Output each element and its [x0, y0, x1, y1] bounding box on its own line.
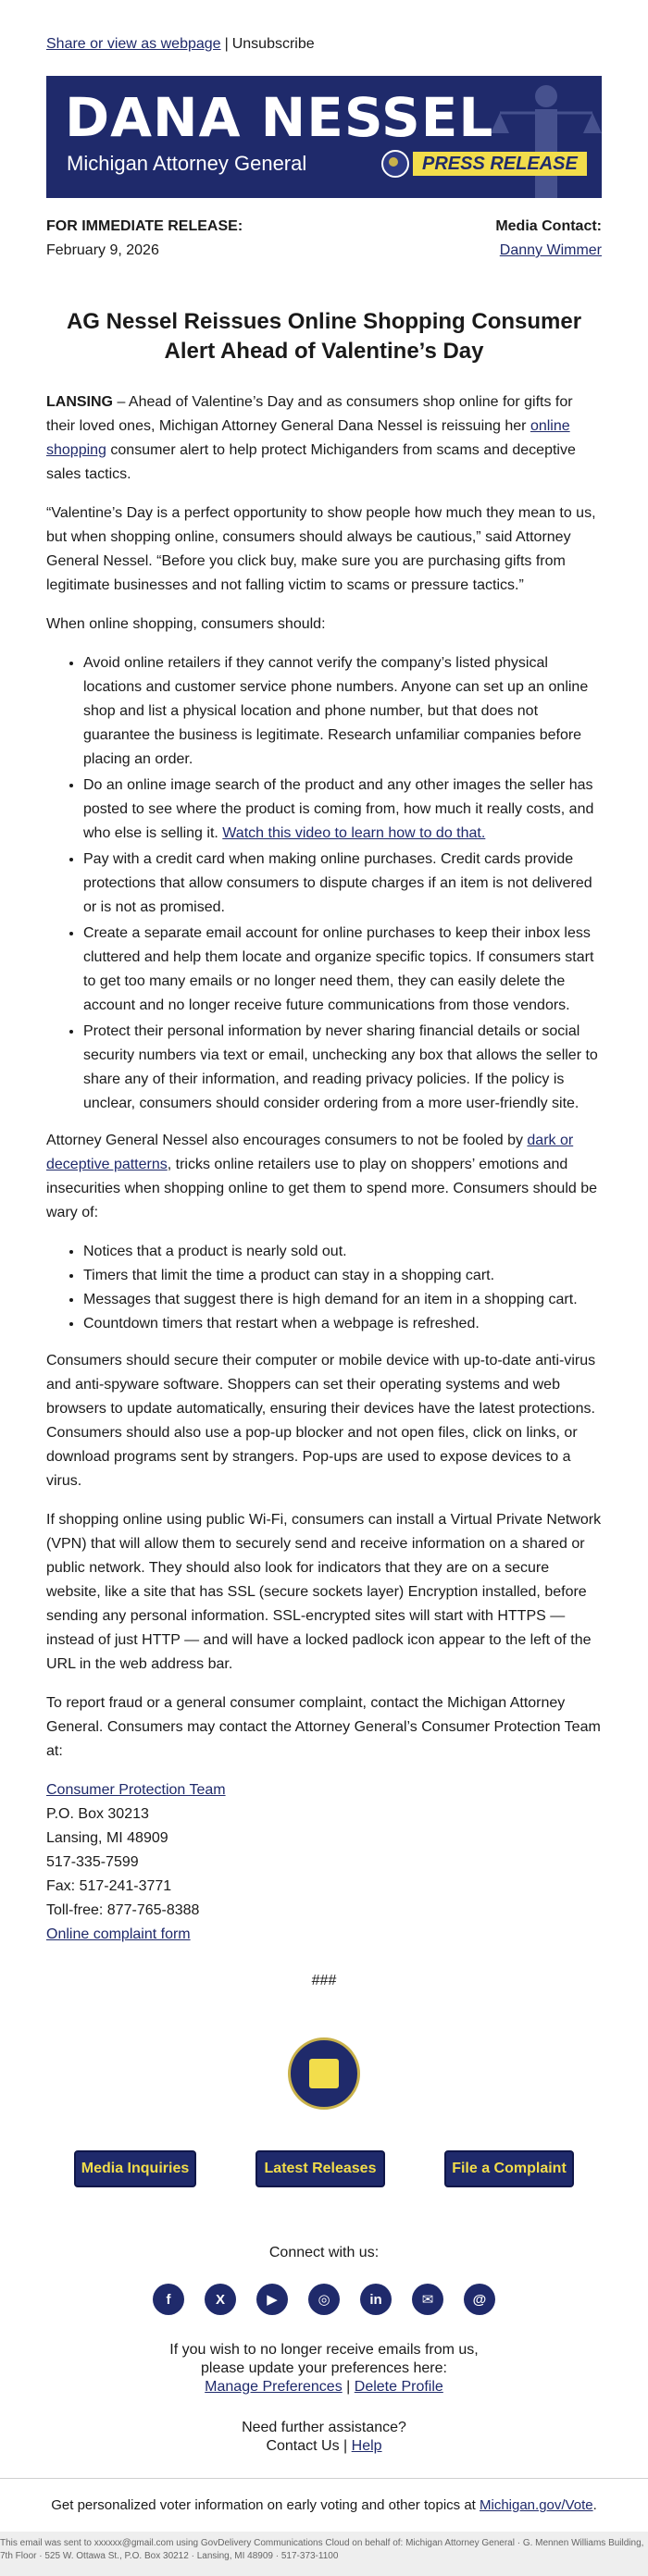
preferences-block — [46, 2341, 602, 2396]
help-link[interactable]: Help — [351, 2438, 382, 2454]
prefs-separator: | — [346, 2379, 351, 2395]
latest-releases-button[interactable]: Latest Releases — [255, 2150, 385, 2187]
x-icon[interactable]: X — [205, 2284, 236, 2315]
threads-icon[interactable]: @ — [464, 2284, 495, 2315]
security-paragraph: Consumers should secure their computer or mobile device with up-to-date anti-virus and anti-spyware software. Shoppers can set their operating systems and web browsers to update automatically, ensuring their devices have the latest protections. Consumers should also use a pop-up blocker and not open files, click on links, or download programs sent by strangers. Pop-ups are used to expose devices to a virus. — [46, 1353, 596, 1489]
voter-info — [0, 2479, 648, 2532]
list-item: • Avoid online retailers if they cannot verify the company’s listed physical locations and customer service phone numbers. Anyone can set up an online shop and list a physical location and phone number, but that does not guarantee the business is legitimate. Research unfamiliar companies before placing an order. — [83, 651, 602, 772]
list-item: • Countdown timers that restart when a webpage is refreshed. — [83, 1312, 602, 1336]
file-complaint-button[interactable]: File a Complaint — [444, 2150, 574, 2187]
help-line1: Need further assistance? — [242, 2420, 406, 2435]
release-label: FOR IMMEDIATE RELEASE: — [46, 218, 243, 234]
city: Lansing, MI 48909 — [46, 1830, 168, 1846]
button-row — [74, 2150, 574, 2187]
youtube-icon[interactable]: ▶ — [256, 2284, 288, 2315]
unsubscribe-link[interactable]: Unsubscribe — [231, 36, 315, 52]
linkedin-icon[interactable]: in — [360, 2284, 392, 2315]
voter-end: . — [592, 2497, 597, 2513]
press-release-badge: PRESS RELEASE — [413, 152, 587, 176]
online-shopping-link[interactable]: online shopping — [46, 418, 570, 458]
quote-paragraph: “Valentine’s Day is a perfect opportunity to show people how much they mean to us, but when shopping online, consumers should always be cautious,” said Attorney General Nessel. “Before you click buy, make sure you are purchasing gifts from legitimate businesses and not falling victim to scams or pressure tactics.” — [46, 505, 596, 593]
connect-label: Connect with us: — [268, 2245, 380, 2260]
end-marker: ### — [311, 1973, 337, 1988]
delete-profile-link[interactable]: Delete Profile — [354, 2379, 443, 2395]
tip-text: Do an online image search of the product and any other images the seller has posted to see where the product is coming from, how much it really costs, and who else is selling it. — [83, 777, 594, 841]
media-inquiries-button[interactable]: Media Inquiries — [74, 2150, 196, 2187]
banner-subtitle: Michigan Attorney General — [67, 152, 307, 175]
dark-text: Attorney General Nessel also encourages consumers to not be fooled by — [46, 1133, 528, 1148]
dateline: LANSING — [46, 394, 113, 410]
list-item — [83, 774, 602, 846]
prefs-line1: If you wish to no longer receive emails from us, — [169, 2342, 479, 2358]
fax: Fax: 517-241-3771 — [46, 1878, 172, 1894]
attorney-general-seal-icon — [288, 2037, 360, 2110]
top-separator: | — [224, 36, 229, 52]
email-footer — [0, 2532, 648, 2576]
media-contact-link[interactable]: Danny Wimmer — [499, 242, 602, 258]
header-banner — [46, 76, 602, 198]
phone: 517-335-7599 — [46, 1854, 139, 1870]
tips-list — [46, 651, 602, 1116]
footer-line2: 7th Floor · 525 W. Ottawa St., P.O. Box 30212 · Lansing, MI 48909 · 517-373-1100 — [0, 2551, 339, 2561]
list-item: • Messages that suggest there is high demand for an item in a shopping cart. — [83, 1288, 602, 1312]
facebook-icon[interactable]: f — [153, 2284, 184, 2315]
list-item: • Protect their personal information by never sharing financial details or social security numbers via text or email, unchecking any box that allows the seller to share any of their information, and reading privacy policies. If the policy is unclear, consumers should consider ordering from a more user-friendly site. — [83, 1020, 602, 1116]
media-contact-label: Media Contact: — [495, 218, 602, 234]
complaint-form-link[interactable]: Online complaint form — [46, 1926, 191, 1942]
email-icon[interactable]: ✉ — [412, 2284, 443, 2315]
list-item: • Timers that limit the time a product can stay in a shopping cart. — [83, 1264, 602, 1288]
po-box: P.O. Box 30213 — [46, 1806, 149, 1822]
intro-paragraph — [46, 390, 602, 487]
state-seal-icon — [381, 150, 409, 178]
release-meta — [46, 215, 602, 263]
page-title: AG Nessel Reissues Online Shopping Consumer Alert Ahead of Valentine’s Day — [66, 309, 582, 364]
list-item: • Notices that a product is nearly sold out. — [83, 1240, 602, 1264]
wifi-paragraph: If shopping online using public Wi-Fi, consumers can install a Virtual Private Network (VPN) that will allow them to securely send and receive information on a shared or public network. They should also look for indicators that they are on a secure website, like a site that has SSL (secure sockets layer) Encryption installed, before sending any personal information. SSL-encrypted sites will start with HTTPS — instead of just HTTP — and will have a locked padlock icon appear to the left of the URL in the web address bar. — [46, 1512, 602, 1672]
dark-patterns-link[interactable]: dark or deceptive patterns — [46, 1133, 574, 1172]
contact-us-link[interactable]: Contact Us — [266, 2438, 340, 2454]
help-block — [46, 2419, 602, 2456]
instagram-icon[interactable]: ◎ — [308, 2284, 340, 2315]
banner-name: DANA NESSEL — [65, 86, 494, 149]
share-link[interactable]: Share or view as webpage — [46, 36, 221, 52]
report-paragraph: To report fraud or a general consumer complaint, contact the Michigan Attorney General. Consumers may contact the Attorney General’s Consumer Protection Team at: — [46, 1695, 601, 1759]
intro-text: – Ahead of Valentine’s Day and as consumers shop online for gifts for their loved ones, Michigan Attorney General Dana Nessel is reissuing her — [46, 394, 573, 434]
video-link[interactable]: Watch this video to learn how to do that. — [222, 825, 486, 841]
dark-text-end: , tricks online retailers use to play on shoppers’ emotions and insecurities when shopping online to get them to spend more. Consumers should be wary of: — [46, 1157, 598, 1220]
dark-patterns-paragraph — [46, 1129, 602, 1225]
help-separator: | — [343, 2438, 348, 2454]
wary-list — [46, 1240, 602, 1336]
list-item: • Create a separate email account for online purchases to keep their inbox less cluttered and help them locate and organize specific topics. If consumers start to get too many emails or no longer need them, they can easily delete the account and no longer receive future communications from those vendors. — [83, 922, 602, 1018]
release-date: February 9, 2026 — [46, 242, 159, 258]
manage-preferences-link[interactable]: Manage Preferences — [205, 2379, 343, 2395]
when-label: When online shopping, consumers should: — [46, 616, 326, 632]
intro-text-end: consumer alert to help protect Michiganders from scams and deceptive sales tactics. — [46, 442, 576, 482]
contact-block — [46, 1778, 602, 1947]
list-item: • Pay with a credit card when making online purchases. Credit cards provide protections that allow consumers to dispute charges if an item is not delivered or is not as promised. — [83, 848, 602, 920]
toll-free: Toll-free: 877-765-8388 — [46, 1902, 200, 1918]
social-icons — [46, 2284, 602, 2315]
top-links — [46, 0, 602, 68]
prefs-line2: please update your preferences here: — [201, 2360, 447, 2376]
michigan-vote-link[interactable]: Michigan.gov/Vote — [480, 2497, 593, 2513]
footer-line1: This email was sent to xxxxxx@gmail.com using GovDelivery Communications Cloud on behalf of: Michigan Attorney General · G. Mennen Williams Building, — [0, 2538, 644, 2548]
consumer-protection-link[interactable]: Consumer Protection Team — [46, 1782, 226, 1798]
voter-text: Get personalized voter information on early voting and other topics at — [51, 2497, 480, 2513]
